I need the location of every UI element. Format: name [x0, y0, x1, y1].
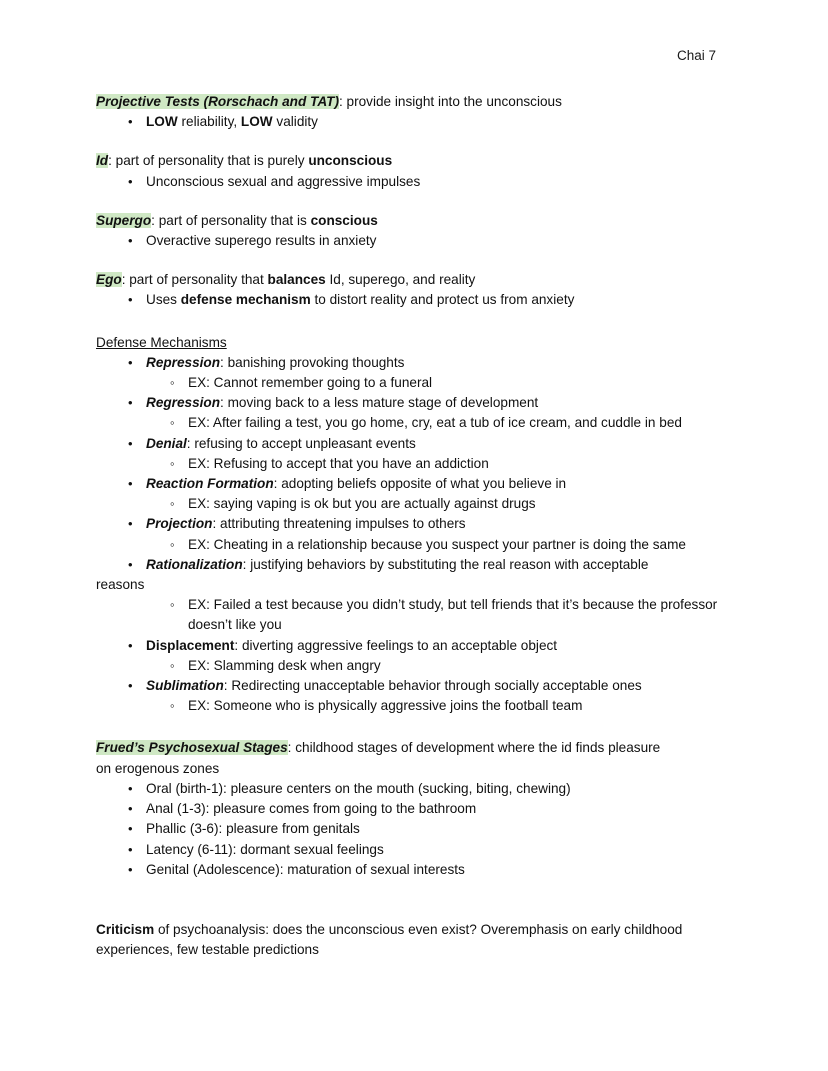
definition-text: : part of personality that: [121, 272, 268, 288]
section-criticism: [96, 920, 718, 960]
bullet-list-level2: [146, 413, 718, 433]
bullet-list-level2: [146, 595, 718, 635]
stage-text: • Oral (birth-1): pleasure centers on the mouth (sucking, biting, chewing): [146, 779, 718, 799]
list-item: [146, 535, 718, 555]
bullet-text-tail: to distort reality and protect us from anxiety: [310, 292, 575, 308]
criticism-lead: Criticism: [96, 921, 155, 937]
paragraph-spacer: [96, 132, 718, 151]
key-term-id: Id: [96, 153, 109, 169]
mechanism-definition: : justifying behaviors by substituting the real reason with acceptable: [242, 556, 649, 572]
mechanism-name: Denial: [146, 435, 187, 451]
definition-text-tail: Id, superego, and reality: [325, 272, 476, 288]
subheading-defense-mechanisms: Defense Mechanisms: [96, 334, 227, 350]
mechanism-example: ◦ EX: Someone who is physically aggressive joins the football team: [188, 696, 718, 716]
list-item: [96, 434, 718, 474]
mechanism-definition: : adopting beliefs opposite of what you believe in: [273, 476, 567, 492]
paragraph-spacer: [96, 251, 718, 270]
definition-text: : childhood stages of development where the id finds pleasure: [287, 740, 661, 756]
mechanism-name: Reaction Formation: [146, 476, 274, 492]
mechanism-example: ◦ EX: Slamming desk when angry: [188, 656, 718, 676]
paragraph-spacer: [96, 902, 718, 920]
mechanism-example: ◦ EX: Cannot remember going to a funeral: [188, 373, 718, 393]
list-item: [96, 290, 718, 310]
bold-second: LOW: [240, 114, 273, 130]
bullet-list-level2: [146, 373, 718, 393]
definition-text: : provide insight into the unconscious: [338, 94, 562, 109]
mechanism-definition-wrap: reasons: [96, 577, 145, 593]
bullet-list-level1: [96, 290, 718, 310]
list-item: [146, 454, 718, 474]
paragraph-spacer: [96, 880, 718, 902]
key-term-supergo: Supergo: [96, 212, 152, 228]
mechanism-name: Repression: [146, 354, 221, 370]
mechanism-name: Sublimation: [146, 678, 224, 694]
mechanism-definition: : diverting aggressive feelings to an acceptable object: [234, 637, 558, 653]
paragraph-spacer: [96, 311, 718, 333]
definition-bold: balances: [267, 272, 326, 288]
mechanism-example: ◦ EX: Cheating in a relationship because you suspect your partner is doing the same: [188, 535, 718, 555]
section-lead-line: [96, 270, 718, 290]
bullet-text-tail: validity: [272, 114, 318, 130]
bullet-list-level2: [146, 454, 718, 474]
stage-text: • Anal (1-3): pleasure comes from going to the bathroom: [146, 799, 718, 819]
list-item: [96, 840, 718, 860]
list-item: [96, 676, 718, 716]
bullet-list-level1: [96, 172, 718, 192]
bullet-list-level2: [146, 535, 718, 555]
bullet-text: • Unconscious sexual and aggressive impulses: [146, 172, 718, 192]
stage-list: [96, 779, 718, 880]
section-psychosexual-stages: [96, 738, 718, 879]
mechanism-name: Rationalization: [146, 556, 243, 572]
definition-wrap-line: on erogenous zones: [96, 760, 220, 776]
list-item: [146, 494, 718, 514]
mechanism-name: Displacement: [146, 637, 235, 653]
section-lead-line: [96, 151, 718, 171]
bullet-list-level2: [146, 494, 718, 514]
mechanism-example: ◦ EX: Failed a test because you didn’t study, but tell friends that it’s because the professor doesn’t like you: [188, 595, 718, 635]
section-projective-tests: [96, 92, 718, 132]
stage-text: • Genital (Adolescence): maturation of sexual interests: [146, 860, 718, 880]
criticism-body: of psychoanalysis: does the unconscious even exist? Overemphasis on early childhood experiences, few testable predictions: [96, 921, 683, 958]
section-id: [96, 151, 718, 191]
list-item: [96, 514, 718, 554]
mechanism-definition: : banishing provoking thoughts: [220, 354, 405, 370]
section-lead-line: [96, 92, 718, 112]
running-head: Chai 7: [676, 48, 716, 63]
list-item: [96, 172, 718, 192]
section-supergo: [96, 211, 718, 251]
criticism-paragraph: [96, 920, 718, 960]
list-item: [146, 696, 718, 716]
list-item: [96, 819, 718, 839]
key-term-projective-tests: Projective Tests (Rorschach and TAT): [96, 94, 339, 109]
mechanism-example: ◦ EX: After failing a test, you go home, cry, eat a tub of ice cream, and cuddle in bed: [188, 413, 718, 433]
paragraph-spacer: [96, 716, 718, 738]
mechanism-definition: : attributing threatening impulses to others: [212, 516, 466, 532]
list-item: [96, 393, 718, 433]
bold-lead: LOW: [146, 114, 178, 130]
key-term-ego: Ego: [96, 272, 122, 288]
list-item: [96, 860, 718, 880]
section-lead-line: [96, 738, 718, 758]
mechanism-definition: : moving back to a less mature stage of development: [220, 395, 539, 411]
list-item: [96, 231, 718, 251]
list-item: [96, 112, 718, 132]
bullet-text: reliability,: [177, 114, 241, 130]
mechanism-example: ◦ EX: Refusing to accept that you have an addiction: [188, 454, 718, 474]
section-ego: [96, 270, 718, 310]
bullet-text: Uses: [146, 292, 181, 308]
list-item: [96, 799, 718, 819]
bullet-list-level2: [146, 696, 718, 716]
list-item: [146, 373, 718, 393]
mechanism-definition: : Redirecting unacceptable behavior through socially acceptable ones: [223, 678, 642, 694]
mechanism-definition: : refusing to accept unpleasant events: [186, 435, 416, 451]
list-item: [96, 636, 718, 676]
list-item: [96, 555, 718, 636]
definition-text: : part of personality that is purely: [108, 153, 309, 169]
list-item: [96, 779, 718, 799]
section-defense-mechanisms: [96, 333, 718, 717]
stage-text: • Phallic (3-6): pleasure from genitals: [146, 819, 718, 839]
bullet-list-level2: [146, 656, 718, 676]
definition-bold: unconscious: [308, 153, 393, 169]
bullet-list-level1: [96, 231, 718, 251]
paragraph-spacer: [96, 192, 718, 211]
bullet-list-level1: [96, 112, 718, 132]
stage-text: • Latency (6-11): dormant sexual feelings: [146, 840, 718, 860]
document-body: [96, 92, 718, 960]
list-item: [146, 413, 718, 433]
definition-bold: conscious: [310, 212, 378, 228]
list-item: [146, 595, 718, 635]
bullet-bold: defense mechanism: [180, 292, 311, 308]
section-lead-line: [96, 211, 718, 231]
list-item: [96, 353, 718, 393]
definition-text: : part of personality that is: [151, 212, 311, 228]
key-term-psychosexual-stages: Frued’s Psychosexual Stages: [96, 740, 288, 756]
list-item: [146, 656, 718, 676]
defense-mechanism-list: [96, 353, 718, 717]
mechanism-example: ◦ EX: saying vaping is ok but you are actually against drugs: [188, 494, 718, 514]
mechanism-name: Projection: [146, 516, 213, 532]
mechanism-name: Regression: [146, 395, 221, 411]
list-item: [96, 474, 718, 514]
bullet-text: • Overactive superego results in anxiety: [146, 231, 718, 251]
